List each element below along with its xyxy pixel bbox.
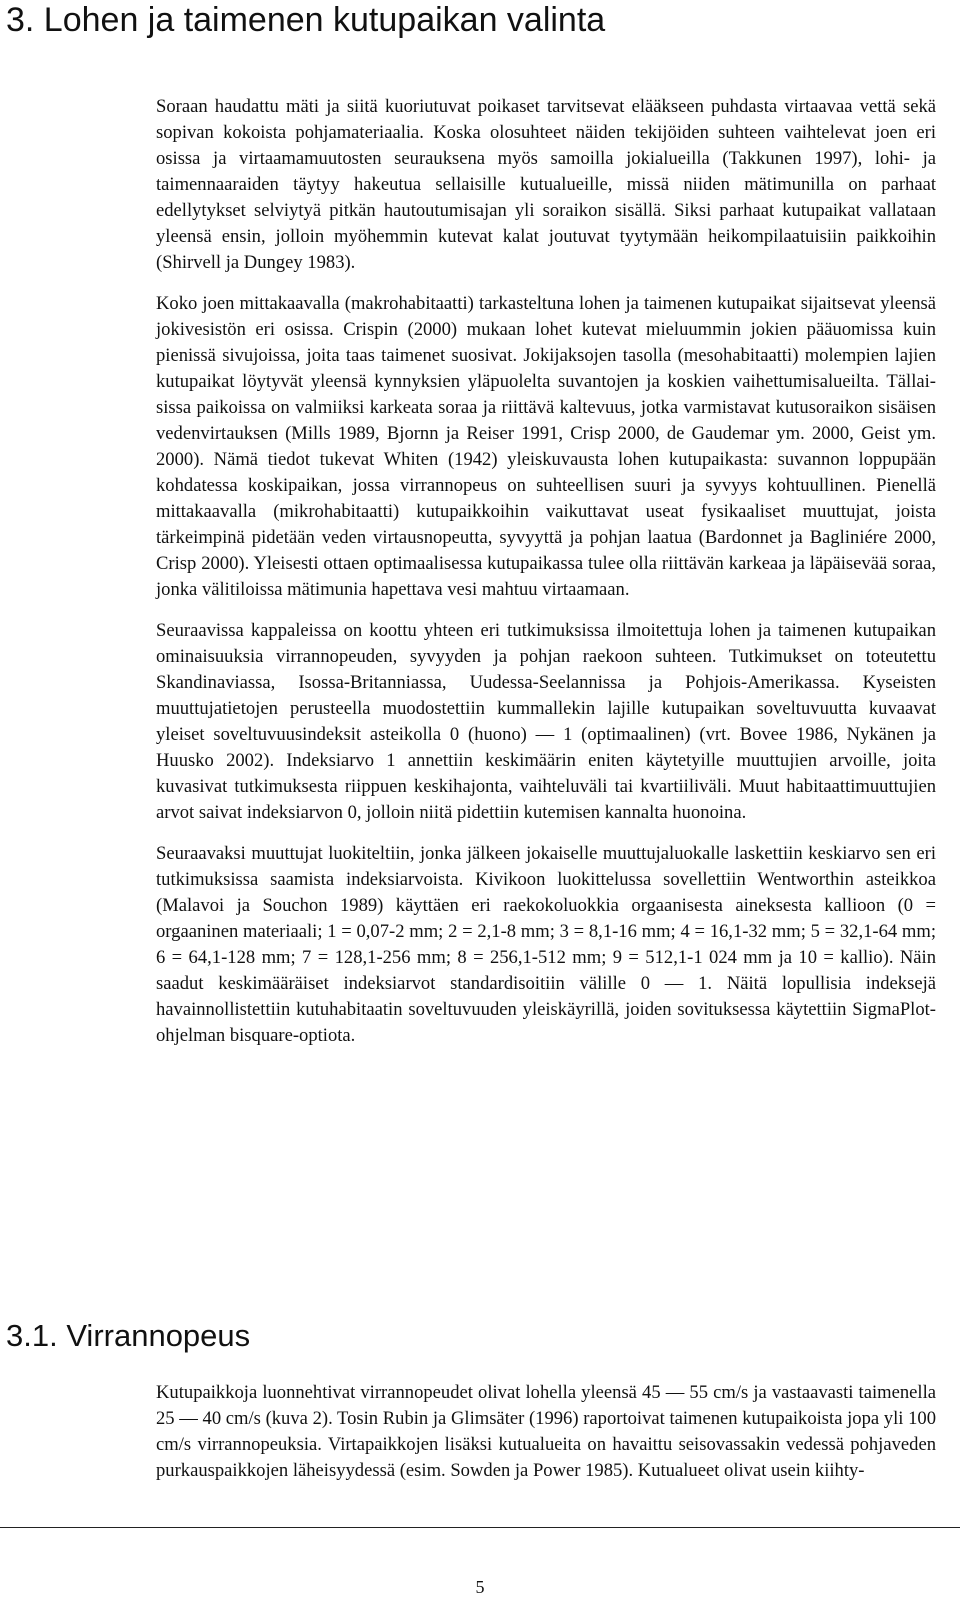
paragraph: Seuraavissa kappaleissa on koottu yhteen eri tutkimuksissa ilmoitettuja lohen ja taimenen kutupaikan ominaisuuksia virrannopeuden, syvyyden ja pohjan raekoon suhteen. Tutkimukset on toteutettu Skandinaviassa, Isossa-Britanniassa, Uudessa-Seelannissa ja Pohjois-Amerikassa. Kyseisten muuttujatietojen perusteella muodostettiin kummallekin lajille kutupaikan soveltuvuutta kuvaavat yleiset soveltuvuusindeksit asteikolla 0 (huono) — 1 (optimaalinen) (vrt. Bovee 1986, Nykänen ja Huusko 2002). Indeksiarvo 1 annettiin keskimäärin eniten käytetyille muuttujien arvoille, joita kuvasivat tutkimuksesta riippuen keskihajonta, vaihteluväli tai kvartiiliväli. Muut habitaattimuuttujien arvot saivat indeksiarvon 0, jolloin niitä pidettiin kutemisen kannalta huonoina. xyxy=(156,620,936,823)
footer-divider xyxy=(0,1527,960,1528)
section-body xyxy=(156,94,936,1049)
subsection-body xyxy=(156,1380,936,1484)
paragraph: Koko joen mittakaavalla (makrohabitaatti) tarkasteltuna lohen ja taimenen kutupaikat sijaitsevat yleensä jokivesistön eri osissa. Crispin (2000) mukaan lohet kutevat mieluummin jokien pääuomissa kuin pienissä sivujoissa, joita taas taimenet suosivat. Jokijaksojen tasolla (mesohabitaatti) molempien lajien kutupaikat löytyvät yleensä kynnyksien yläpuolelta suvantojen ja koskien vaihettumisalueilta. Tällaisissa paikoissa on valmiiksi karkeata soraa ja riittävä kaltevuus, jotka varmistavat kutusoraikon sisäisen vedenvirtauksen (Mills 1989, Bjornn ja Reiser 1991, Crisp 2000, de Gaudemar ym. 2000, Geist ym. 2000). Nämä tiedot tukevat Whiten (1942) yleiskuvausta lohen kutupaikasta: suvannon loppupään kohdatessa koskipaikan, jossa virrannopeus on suhteellisen suuri ja syvyys kohtuullinen. Pienellä mittakaavalla (mikrohabitaatti) kutupaikkoihin vaikuttavat useat fysikaaliset muuttujat, joista tärkeimpinä pidetään veden virtausnopeutta, syvyyttä ja pohjan laatua (Bardonnet ja Bagliniére 2000, Crisp 2000). Yleisesti ottaen optimaalisessa kutupaikassa tulee olla riittävän karkeaa ja läpäisevää soraa, jonka välitiloissa mätimunia hapettava vesi mahtuu virtaamaan. xyxy=(156,293,936,600)
paragraph: Soraan haudattu mäti ja siitä kuoriutuvat poikaset tarvitsevat elääkseen puhdasta virtaavaa vettä sekä sopivan kokoista pohjamateriaalia. Koska olosuhteet näiden tekijöiden suhteen vaihtelevat joen eri osissa ja virtaamamuutosten seurauksena myös samoilla jokialueilla (Takkunen 1997), lohi- ja taimennaaraiden täytyy hakeutua sellaisille kutualueille, missä niiden mätimunilla on parhaat edellytykset selviytyä pitkän hautoutumisajan yli soraikon sisällä. Siksi parhaat kutupaikat vallataan yleensä ensin, jolloin myöhemmin kutevat kalat joutuvat tyytymään heikompilaatuisiin paikkoihin (Shirvell ja Dungey 1983). xyxy=(156,96,936,273)
section-heading: 3. Lohen ja taimenen kutupaikan valinta xyxy=(6,1,606,39)
subsection-heading: 3.1. Virrannopeus xyxy=(6,1318,251,1353)
paragraph: Kutupaikkoja luonnehtivat virrannopeudet olivat lohella yleensä 45 — 55 cm/s ja vastaavasti taimenella 25 — 40 cm/s (kuva 2). Tosin Rubin ja Glimsäter (1996) raportoivat taimenen kutupaikoista jopa yli 100 cm/s virrannopeuksia. Virtapaikkojen lisäksi kutualueita on havaittu seisovassakin vedessä pohjaveden purkauspaikkojen läheisyydessä (esim. Sowden ja Power 1985). Kutualueet olivat usein kiihty- xyxy=(156,1382,936,1481)
page-number: 5 xyxy=(475,1577,485,1597)
paragraph: Seuraavaksi muuttujat luokiteltiin, jonka jälkeen jokaiselle muuttujaluokalle laskettiin keskiarvo sen eri tutkimuksissa saamista indeksiarvoista. Kivikoon luokittelussa sovellettiin Wentworthin asteikkoa (Malavoi ja Souchon 1989) käyttäen eri raekokoluokkia orgaanisesta aineksesta kallioon (0 = orgaaninen materiaali; 1 = 0,07-2 mm; 2 = 2,1-8 mm; 3 = 8,1-16 mm; 4 = 16,1-32 mm; 5 = 32,1-64 mm; 6 = 64,1-128 mm; 7 = 128,1-256 mm; 8 = 256,1-512 mm; 9 = 512,1-1 024 mm ja 10 = kallio). Näin saadut keskimääräiset indeksiarvot standardisoitiin välille 0 — 1. Näitä lopullisia indeksejä havainnollistettiin kutuhabitaatin soveltuvuuden yleiskäyrillä, joiden sovituksessa käytettiin SigmaPlot-ohjelman bisquare-optiota. xyxy=(156,843,936,1046)
